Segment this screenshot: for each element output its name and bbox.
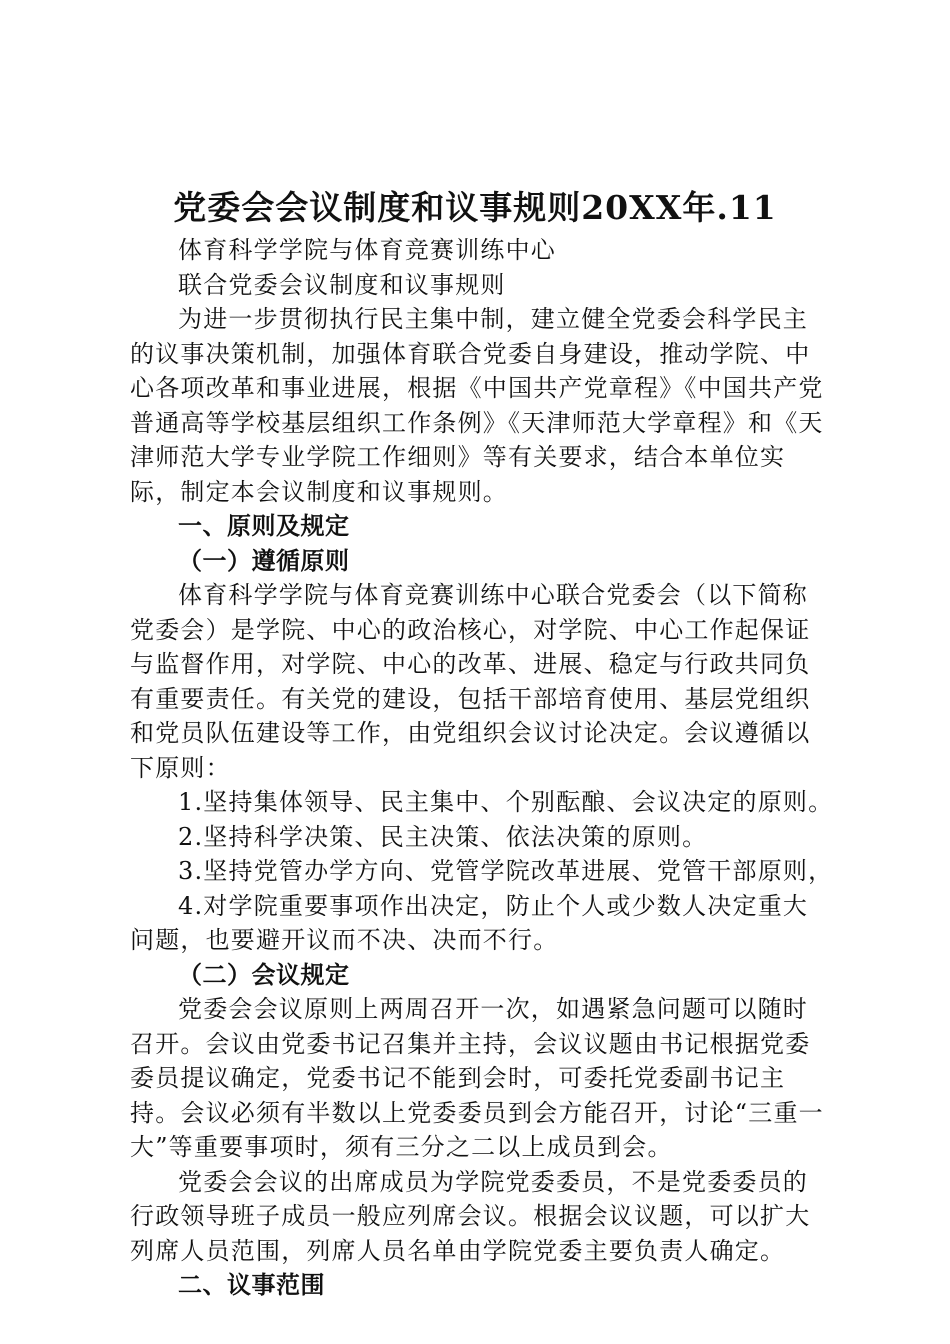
document-title: 党委会会议制度和议事规则20XX年.11 <box>173 188 777 227</box>
subsection-heading-follow-principles: （一）遵循原则 <box>178 546 350 575</box>
principle-item-4: 4.对学院重要事项作出决定，防止个人或少数人决定重大问题，也要避开议而不决、决而不行。 <box>130 891 809 954</box>
section-heading-scope: 二、议事范围 <box>178 1271 325 1299</box>
principles-paragraph: 体育科学学院与体育竞赛训练中心联合党委会（以下简称党委会）是学院、中心的政治核心，对学院、中心工作起保证与监督作用，对学院、中心的改革、进展、稳定与行政共同负有重要责任。有关党的建设，包括干部培育使用、基层党组织和党员队伍建设等工作，由党组织会议讨论决定。会议遵循以下原则： <box>130 581 811 782</box>
attendance-paragraph: 党委会会议的出席成员为学院党委委员，不是党委委员的行政领导班子成员一般应列席会议。根据会议议题，可以扩大列席人员范围，列席人员名单由学院党委主要负责人确定。 <box>130 1167 811 1265</box>
subsection-heading-meeting-rules: （二）会议规定 <box>178 960 350 989</box>
intro-paragraph: 为进一步贯彻执行民主集中制，建立健全党委会科学民主的议事决策机制，加强体育联合党委自身建设，推动学院、中心各项改革和事业进展，根据《中国共产党章程》《中国共产党普通高等学校基层组织工作条例》《天津师范大学章程》和《天津师范大学专业学院工作细则》等有关要求，结合本单位实际，制定本会议制度和议事规则。 <box>130 305 824 506</box>
document-body <box>130 233 834 1303</box>
principle-item-2: 2.坚持科学决策、民主决策、依法决策的原则。 <box>178 822 708 851</box>
section-heading-principles: 一、原则及规定 <box>178 512 350 540</box>
principle-item-1: 1.坚持集体领导、民主集中、个别酝酿、会议决定的原则。 <box>178 788 834 816</box>
meeting-rules-paragraph: 党委会会议原则上两周召开一次，如遇紧急问题可以随时召开。会议由党委书记召集并主持，会议议题由书记根据党委委员提议确定，党委书记不能到会时，可委托党委副书记主持。会议必须有半数以上党委委员到会方能召开，讨论“三重一大”等重要事项时，须有三分之二以上成员到会。 <box>130 995 824 1161</box>
subtitle-line-2: 联合党委会议制度和议事规则 <box>178 270 506 299</box>
subtitle-line-1: 体育科学学院与体育竞赛训练中心 <box>178 236 556 264</box>
principle-item-3: 3.坚持党管办学方向、党管学院改革进展、党管干部原则， <box>178 857 834 885</box>
